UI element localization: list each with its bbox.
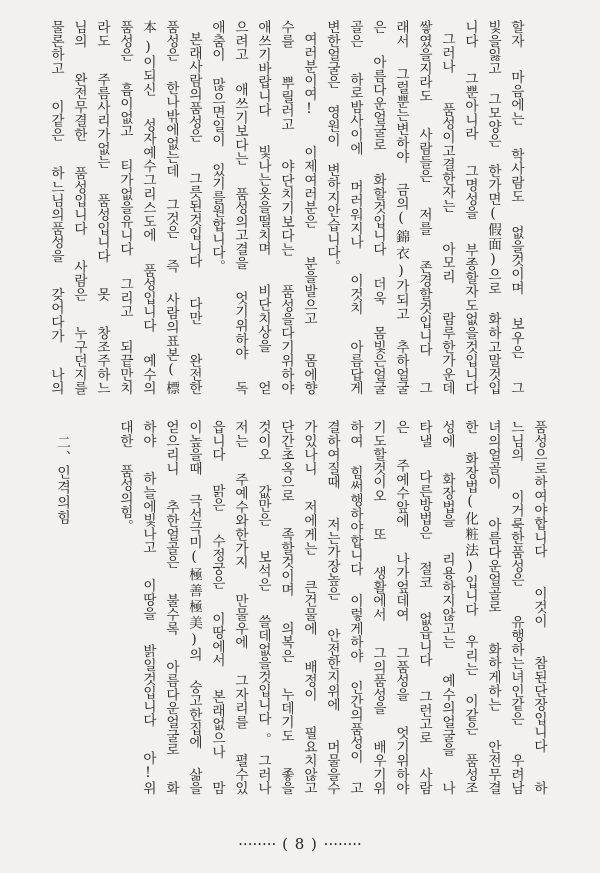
text-column: 녀의얼골이 아름다운얼골로 화하게하는 안전무결 <box>485 420 501 795</box>
text-column: 단간초옥으로 족할것이며 의복은 누데기도 좋을 <box>278 420 294 795</box>
text-column: 하야 하늘에빛나고 이땅을 밝일것입니다 아!위 <box>140 420 156 795</box>
text-column: 저는 주예수와한가지 만물우에 그자리를 펼수있 <box>232 420 248 795</box>
text-column: 것이오 값만은 보석은 쓸데없을것입니다。그러나 <box>255 420 271 795</box>
text-column: 골은 하로밤사이에 머러워지나 이것치 아름답게 <box>347 20 363 395</box>
text-column: 니다 그뿐아니라 그명성을 부종할자도없을것입니다 <box>462 20 478 395</box>
text-column: 수를 뿌릴러고 야단치기보다는 품성을다기위하야 <box>278 20 294 395</box>
text-column: 대한 품성의힘。 <box>117 420 133 533</box>
text-column: 품성은 한나밖에없는데 그것은 즉 사람의표본(標 <box>163 20 179 395</box>
text-column: 성에 화장법을 리용하지않고는 예수의얼굴을 나 <box>439 420 455 795</box>
text-column: 물론하고 이같은 하느님의품성을 갖어다가 나의 <box>48 20 64 395</box>
section-heading: 二、인격의힘 <box>55 435 71 525</box>
text-column: 래서 그럴뿐는변하야 금의(錦衣)가되고 추하얼굴 <box>393 20 409 395</box>
text-column: 가있나니 저에게는 큰건물에 배정이 필요치않고 <box>301 420 317 795</box>
text-column: 본래사람의품성은 그릇된것입니다 다만 완전한 <box>186 32 202 395</box>
text-column: 라도 주름사리가없는 품성입니다 못 창조주하느 <box>94 20 110 395</box>
footer-dots-right: ········ <box>323 835 362 853</box>
footer-dots-left: ········ <box>238 835 277 853</box>
upper-text-block <box>0 20 600 395</box>
text-column: 한 화장법(化粧法)입니다 우리는 이같은 품성조 <box>462 420 478 795</box>
text-column: 할자 마음에는 학사람도 없을것이며 보우은 그 <box>508 20 524 395</box>
text-column: 기도할것이오 또 생활에서 그의품성을 배우기위 <box>370 420 386 795</box>
text-column: 변한얼굴은 영원이 변하지안습니다。 <box>324 20 340 274</box>
text-column: 애춤이 많으면일이 있기를원합니다。 <box>209 20 225 274</box>
text-column: 그러나 품성이고결한자는 아모리 람루한가운데 <box>439 32 455 395</box>
text-column: 타낼 다른방법은 절코 없읍니다 그런고로 사람 <box>416 420 432 795</box>
page-number-footer <box>0 835 600 853</box>
text-column: 품성으로하여야합니다 이것이 참된단장입니다 하 <box>531 420 547 795</box>
lower-text-block <box>0 420 600 795</box>
text-column: 은 아름다운얼굴로 화할것입니다 더욱 몸빛은얼굴 <box>370 20 386 395</box>
text-column: 애쓰기바랍니다 빛나는옷을떨치며 비단치상을 얻 <box>255 20 271 395</box>
text-column: 으려고 애쓰기보다는 품성의고결을 엇기위하야 독 <box>232 20 248 395</box>
text-column: 빛을잃고 그모양은 한가면(假面)으로 화하고말것입 <box>485 20 501 395</box>
text-column: 하여 힘써행하야합니다 이렇게하야 인간의품성이 고 <box>347 420 363 795</box>
text-column: 여러분이여! 이제여러분은 분을발으고 몸에향 <box>301 32 317 395</box>
text-column: 님의 완전무결한 품성입니다 사람은 누구던지를 <box>71 20 87 395</box>
text-column: 품성은 흠이없고 티가없을유니다 그리고 되끝만치 <box>117 20 133 395</box>
text-column: 本)이되신 성자예수그리스도에 품성입니다 예수의 <box>140 20 156 395</box>
text-column: 이높을때 극선극미(極善極美)의 숭고한집에 삶을 <box>186 420 202 795</box>
page-number: ( 8 ) <box>282 835 318 853</box>
text-column: 쌓였을지라도 사람들은 저를 존경할것입니다 그 <box>416 20 432 395</box>
text-column: 결하여질때 저는가장높은 안전한지위에 머물을수 <box>324 420 340 795</box>
text-column: 느님의 이거룩한품성은 유행하는녀인같은 우려남 <box>508 420 524 795</box>
text-column: 은 주예수앞에 나가엎데여 그품성을 엇기위하야 <box>393 420 409 795</box>
text-column: 얻으리니 추한얼골은 불수록 아름다운얼굴로 화 <box>163 420 179 795</box>
text-column: 읍니다 맑은 수정궁은 이땅에서 본래없으나 맘 <box>209 420 225 795</box>
